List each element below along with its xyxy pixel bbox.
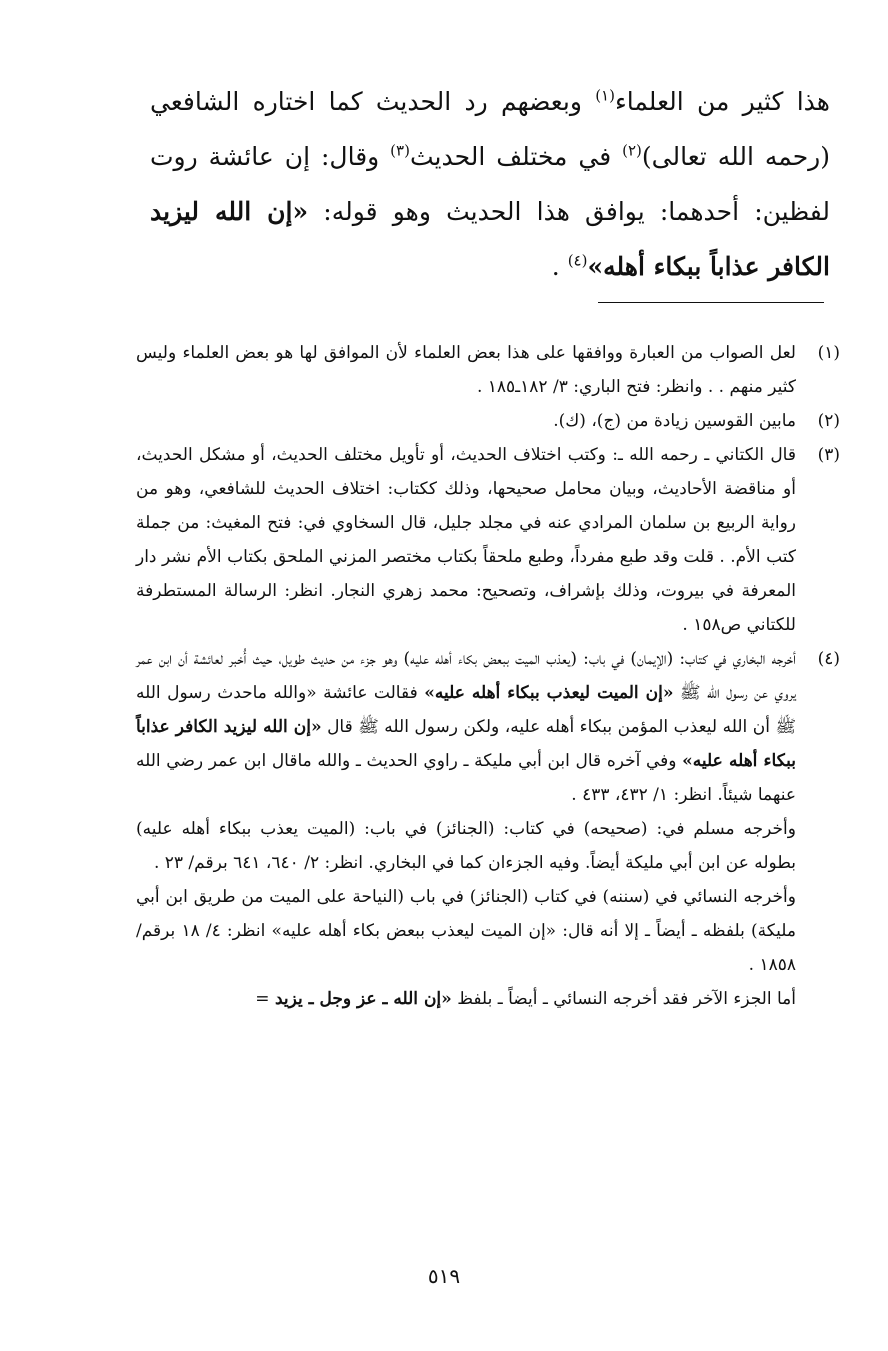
footnote-paragraph bbox=[136, 982, 796, 1016]
footnotes bbox=[136, 336, 840, 1016]
main-paragraph bbox=[150, 74, 830, 294]
continuation-mark: = bbox=[255, 989, 275, 1009]
footnote-text: مابين القوسين زيادة من (ج)، (ك). bbox=[553, 411, 796, 431]
footnote-ref-3: (٣) bbox=[390, 141, 410, 160]
footnote-number: (٣) bbox=[817, 445, 840, 465]
footnote-text: قال الكتاني ـ رحمه الله ـ: وكتب اختلاف الحديث، أو تأويل مختلف الحديث، أو مشكل الحديث، أو مناقضة الأحاديث، وبيان محامل صحيحها، وذلك ككتاب: اختلاف الحديث للشافعي، وهو من رواية الربيع بن سلمان المرادي عنه في مجلد جليل، قال السخاوي في: فتح المغيث: من جملة كتب الأم. . قلت وقد طبع مفرداً، وطبع ملحقاً بكتاب مختصر المزني الملحق بكتاب الأم نشر دار المعرفة في بيروت، وذلك بإشراف، وتصحيح: محمد زهري النجار. انظر: الرسالة المستطرفة للكتاني ص١٥٨ . bbox=[136, 445, 796, 635]
footnote-1 bbox=[136, 336, 840, 404]
footnote-ref-1: (١) bbox=[595, 86, 615, 105]
footnote-text-part: فقالت عائشة «والله ماحدث رسول الله ﷺ أن الله ليعذب المؤمن ببكاء أهله عليه، ولكن رسول الله ﷺ قال bbox=[136, 683, 796, 737]
footnote-number: (٤) bbox=[817, 649, 840, 669]
footnote-text-part: أخرجه البخاري في كتاب: (الإيمان) في باب: (يعذب الميت ببعض بكاء أهله عليه) وهو جزء من حديث طويل، حيث أُخبر لعائشة أن ابن عمر يروي عن رسول الله ﷺ bbox=[136, 649, 796, 703]
footnote-number: (١) bbox=[817, 343, 840, 363]
footnote-ref-4: (٤) bbox=[567, 251, 588, 270]
footnote-text-part: وفي آخره قال ابن أبي مليكة ـ راوي الحديث ـ والله ماقال ابن عمر رضي الله عنهما شيئاً. انظر: ١/ ٤٣٢، ٤٣٣ . bbox=[136, 751, 796, 805]
main-text-part: هذا كثير من العلماء bbox=[614, 87, 830, 116]
hadith-quote: «إن الله ـ عز وجل ـ يزيد bbox=[274, 989, 452, 1009]
footnote-text: لعل الصواب من العبارة ووافقها على هذا بعض العلماء لأن الموافق لها هو بعض العلماء وليس كثير منهم . . وانظر: فتح الباري: ٣/ ١٨٢ـ١٨٥ . bbox=[136, 343, 796, 397]
footnote-paragraph bbox=[136, 642, 796, 812]
footnote-paragraph: وأخرجه مسلم في: (صحيحه) في كتاب: (الجنائز) في باب: (الميت يعذب ببكاء أهله عليه) بطوله عن ابن أبي مليكة أيضاً. وفيه الجزءان كما في البخاري. انظر: ٢/ ٦٤٠، ٦٤١ برقم/ ٢٣ . bbox=[136, 819, 796, 873]
footnote-paragraph: وأخرجه النسائي في (سننه) في كتاب (الجنائز) في باب (النياحة على الميت من طريق ابن أبي مليكة) بلفظه ـ أيضاً ـ إلا أنه قال: «إن الميت ليعذب ببعض بكاء أهله عليه» انظر: ٤/ ١٨ برقم/١٨٥٨ . bbox=[136, 887, 797, 975]
footnote-4 bbox=[136, 642, 840, 1016]
hadith-quote: «إن الله ليزيد الكافر عذاباً ببكاء أهله عليه» bbox=[136, 717, 796, 771]
footnote-text-part: أما الجزء الآخر فقد أخرجه النسائي ـ أيضاً ـ بلفظ bbox=[451, 989, 796, 1009]
main-text-part: وقال: إن عائشة روت لفظين: أحدهما: يوافق هذا الحديث وهو قوله: bbox=[150, 142, 830, 226]
main-text-end: . bbox=[551, 252, 568, 281]
hadith-quote: «إن الله ليزيد الكافر عذاباً ببكاء أهله» bbox=[150, 197, 830, 281]
footnote-2 bbox=[136, 404, 840, 438]
footnote-3 bbox=[136, 438, 840, 642]
footnote-ref-2: (٢) bbox=[622, 141, 642, 160]
main-text bbox=[150, 74, 830, 294]
hadith-quote: «إن الميت ليعذب ببكاء أهله عليه» bbox=[424, 683, 674, 703]
main-text-part: وبعضهم رد الحديث كما اختاره الشافعي (رحمه الله تعالى) bbox=[150, 87, 831, 171]
page-number: ٥١٩ bbox=[427, 1264, 461, 1288]
main-text-part: في مختلف الحديث bbox=[409, 142, 623, 171]
footnote-separator bbox=[598, 302, 824, 303]
footnote-number: (٢) bbox=[817, 411, 840, 431]
